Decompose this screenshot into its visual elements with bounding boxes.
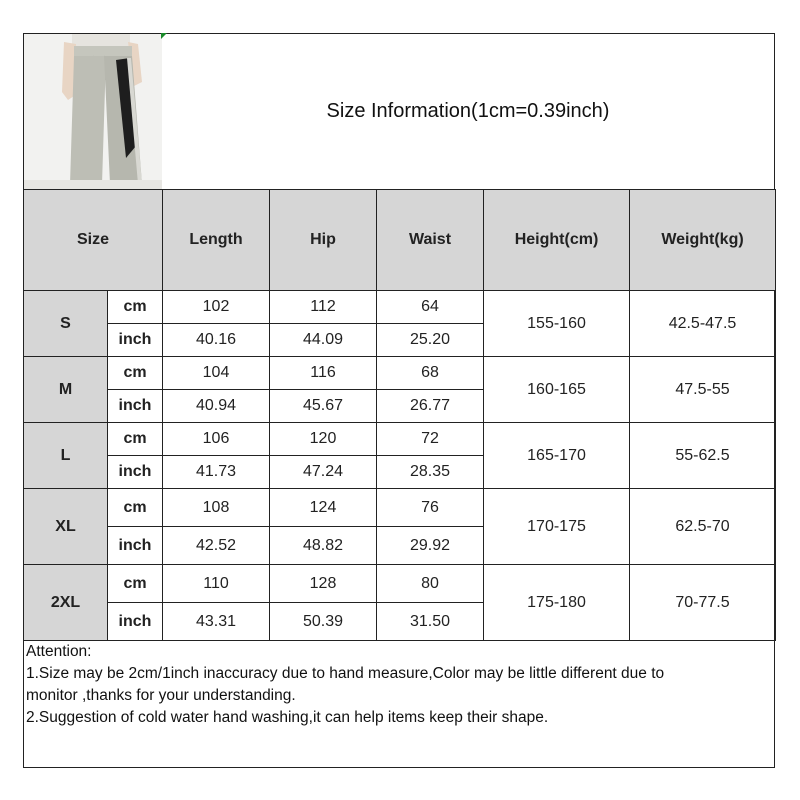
hip-cell: 47.24: [270, 456, 377, 489]
hip-cell: 116: [270, 357, 377, 390]
hip-cell: 124: [270, 489, 377, 527]
size-table: [23, 189, 776, 641]
height-cell: 160-165: [484, 357, 630, 423]
note-line-1b: monitor ,thanks for your understanding.: [26, 687, 296, 704]
pants-illustration: [24, 34, 162, 189]
length-cell: 104: [163, 357, 270, 390]
note-line-2: 2.Suggestion of cold water hand washing,it can help items keep their shape.: [26, 709, 549, 726]
note-line-1a: 1.Size may be 2cm/1inch inaccuracy due to hand measure,Color may be little different due to: [26, 665, 665, 682]
header-row: [24, 190, 776, 291]
header-waist: Waist: [377, 190, 484, 291]
height-cell: 165-170: [484, 423, 630, 489]
hip-cell: 44.09: [270, 324, 377, 357]
table-row: [24, 291, 776, 324]
length-cell: 41.73: [163, 456, 270, 489]
weight-cell: 62.5-70: [630, 489, 776, 565]
header-length: Length: [163, 190, 270, 291]
length-cell: 40.94: [163, 390, 270, 423]
table-row: [24, 423, 776, 456]
waist-cell: 72: [377, 423, 484, 456]
table-row: [24, 357, 776, 390]
waist-cell: 25.20: [377, 324, 484, 357]
waist-cell: 68: [377, 357, 484, 390]
waist-cell: 31.50: [377, 603, 484, 641]
hip-cell: 120: [270, 423, 377, 456]
height-cell: 170-175: [484, 489, 630, 565]
unit-label: cm: [108, 291, 163, 324]
attention-notes: [26, 641, 771, 729]
height-cell: 155-160: [484, 291, 630, 357]
length-cell: 110: [163, 565, 270, 603]
page-title: Size Information(1cm=0.39inch): [326, 100, 610, 122]
header-hip: Hip: [270, 190, 377, 291]
size-label: 2XL: [24, 565, 108, 641]
unit-label: inch: [108, 603, 163, 641]
size-label: S: [24, 291, 108, 357]
length-cell: 42.52: [163, 527, 270, 565]
length-cell: 106: [163, 423, 270, 456]
weight-cell: 70-77.5: [630, 565, 776, 641]
waist-cell: 26.77: [377, 390, 484, 423]
unit-label: inch: [108, 390, 163, 423]
notes-heading: Attention:: [26, 643, 92, 660]
hip-cell: 45.67: [270, 390, 377, 423]
product-photo: [24, 34, 162, 189]
size-label: M: [24, 357, 108, 423]
hip-cell: 50.39: [270, 603, 377, 641]
unit-label: cm: [108, 565, 163, 603]
waist-cell: 29.92: [377, 527, 484, 565]
hip-cell: 128: [270, 565, 377, 603]
header-height: Height(cm): [484, 190, 630, 291]
table-row: [24, 489, 776, 527]
weight-cell: 55-62.5: [630, 423, 776, 489]
unit-label: cm: [108, 423, 163, 456]
height-cell: 175-180: [484, 565, 630, 641]
unit-label: cm: [108, 489, 163, 527]
unit-label: cm: [108, 357, 163, 390]
hip-cell: 48.82: [270, 527, 377, 565]
size-label: L: [24, 423, 108, 489]
hip-cell: 112: [270, 291, 377, 324]
weight-cell: 47.5-55: [630, 357, 776, 423]
length-cell: 108: [163, 489, 270, 527]
unit-label: inch: [108, 527, 163, 565]
weight-cell: 42.5-47.5: [630, 291, 776, 357]
table-row: [24, 565, 776, 603]
size-label: XL: [24, 489, 108, 565]
length-cell: 102: [163, 291, 270, 324]
length-cell: 40.16: [163, 324, 270, 357]
unit-label: inch: [108, 324, 163, 357]
waist-cell: 28.35: [377, 456, 484, 489]
waist-cell: 80: [377, 565, 484, 603]
unit-label: inch: [108, 456, 163, 489]
header-weight: Weight(kg): [630, 190, 776, 291]
waist-cell: 76: [377, 489, 484, 527]
length-cell: 43.31: [163, 603, 270, 641]
waist-cell: 64: [377, 291, 484, 324]
header-size: Size: [24, 190, 163, 291]
